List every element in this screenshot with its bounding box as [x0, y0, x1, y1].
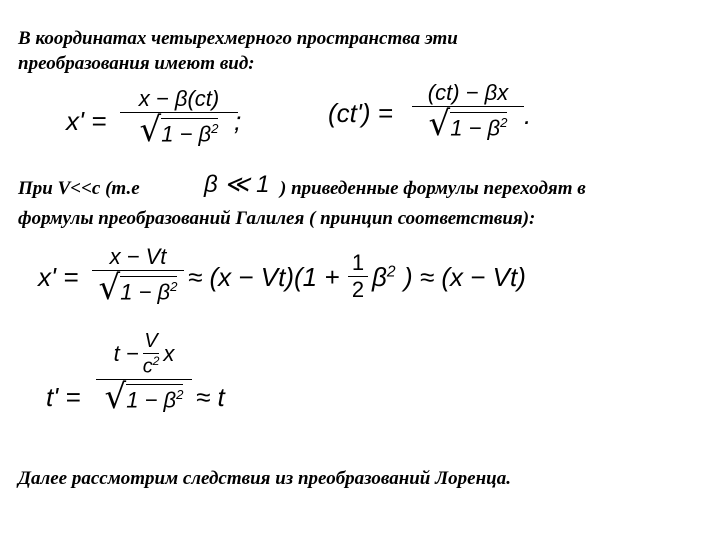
intro-text-line2: преобразования имеют вид:: [18, 53, 255, 74]
eq1-numerator: x − β(ct): [138, 86, 220, 111]
eq3-approx-part1: ≈ (x − Vt)(1 +: [188, 262, 340, 292]
condition-math: β ≪ 1: [204, 171, 270, 198]
sqrt-icon: √: [139, 110, 162, 150]
eq4-sqrt: √ $1 - \beta^2$: [104, 376, 184, 417]
eq2-denominator: 1 − β: [450, 115, 501, 140]
eq4-numerator: [114, 330, 175, 379]
eq2-sqrt: √ $1 - \beta^2$: [428, 104, 508, 144]
eq1-semicolon: ;: [234, 106, 242, 136]
eq4-inner-denominator: c: [142, 355, 153, 378]
eq3-denominator: 1 − β: [120, 279, 171, 304]
eq4-numerator-x: x: [163, 341, 175, 367]
eq4-inner-fraction: $\frac{V}{c^2}$: [142, 330, 160, 378]
eq4-inner-numerator: V: [144, 330, 158, 352]
eq4-fraction: [96, 330, 192, 417]
eq2-fraction: [412, 80, 524, 144]
condition-prefix: При V<<c (т.е: [18, 178, 140, 199]
eq3-sqrt: √ $1 - \beta^2$: [98, 268, 178, 308]
condition-suffix: ) приведенные формулы переходят в: [280, 178, 586, 199]
eq2-period: .: [524, 100, 532, 130]
condition-line2: формулы преобразований Галилея ( принцип соответствия):: [18, 208, 536, 229]
eq1-sqrt: √ $1 - \beta^2$: [139, 110, 219, 150]
sqrt-icon: √: [104, 376, 127, 417]
eq3-beta: $\beta^2$: [372, 262, 396, 292]
eq3-half-denominator: 2: [351, 277, 365, 302]
eq4-lhs: t' =: [46, 382, 81, 412]
eq4-numerator-t: t −: [113, 341, 139, 367]
eq3-fraction: [92, 244, 184, 308]
eq4-denominator: 1 − β: [126, 387, 177, 413]
eq2-lhs: (ct') =: [328, 98, 393, 128]
eq3-half-fraction: [348, 250, 368, 303]
eq3-approx-part2: ) ≈ (x − Vt): [404, 262, 526, 292]
intro-text-line1: В координатах четырехмерного пространства эти: [18, 28, 458, 49]
eq3-half-numerator: 1: [351, 250, 365, 275]
sqrt-icon: √: [428, 104, 451, 144]
eq2-numerator: (ct) − βx: [427, 80, 509, 105]
eq1-fraction: [120, 86, 238, 150]
sqrt-icon: √: [98, 268, 121, 308]
eq3-numerator: x − Vt: [109, 244, 167, 269]
conclusion-text: Далее рассмотрим следствия из преобразований Лоренца.: [18, 468, 511, 489]
eq4-approx: ≈ t: [196, 382, 225, 412]
eq3-lhs: x' =: [38, 262, 79, 292]
eq1-denominator: 1 − β: [161, 121, 212, 146]
eq1-lhs: x' =: [66, 106, 107, 136]
